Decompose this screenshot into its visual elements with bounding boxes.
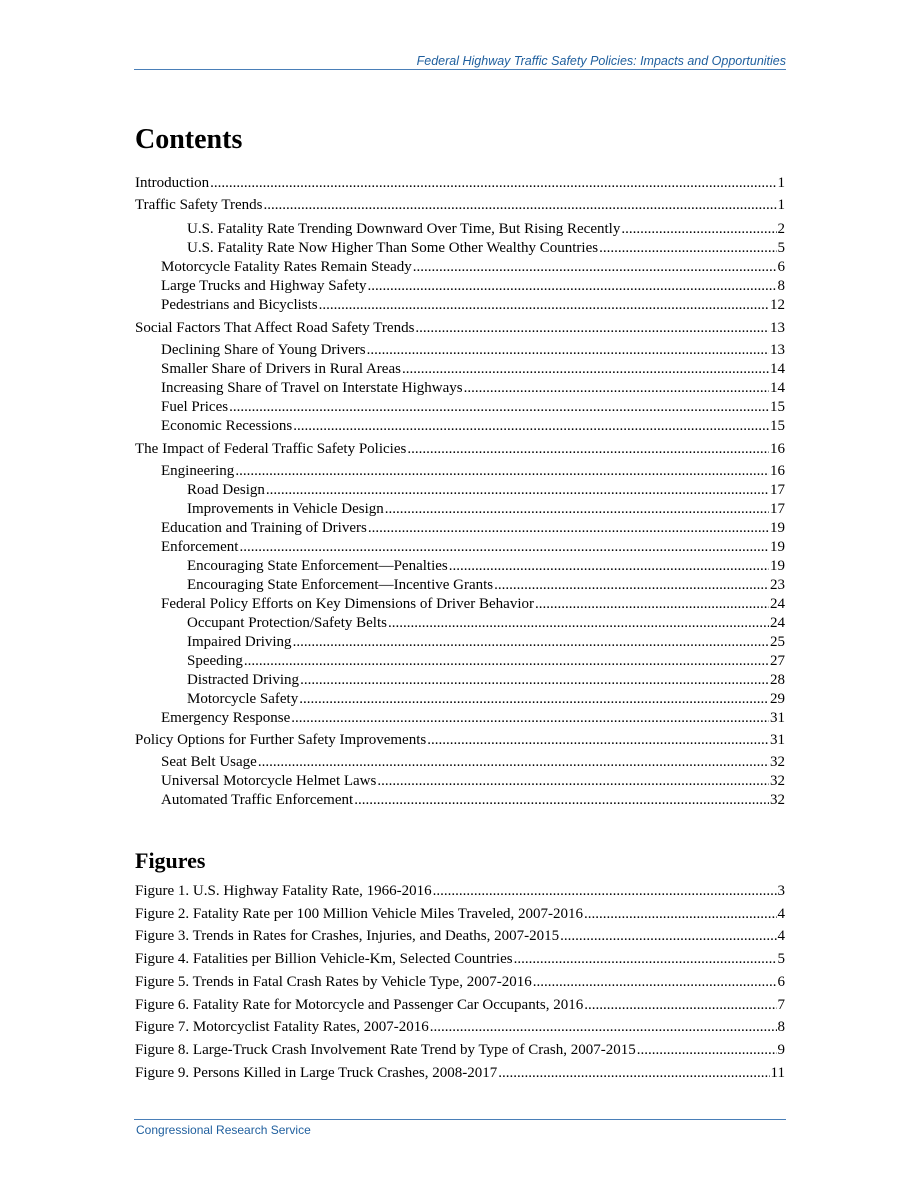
figure-entry-title: Figure 1. U.S. Highway Fatality Rate, 1966-2016 — [135, 883, 432, 899]
toc-entry[interactable] — [135, 709, 785, 728]
toc-entry-page: 5 — [777, 240, 785, 256]
toc-entry[interactable] — [135, 690, 785, 709]
toc-entry-title: Road Design — [187, 482, 265, 498]
figure-entry-page: 4 — [777, 928, 785, 945]
figure-entry-page: 5 — [777, 951, 785, 968]
toc-entry[interactable] — [135, 398, 785, 417]
toc-entry-title: Emergency Response — [161, 710, 291, 726]
toc-dot-leader — [258, 753, 769, 772]
toc-entry[interactable] — [135, 753, 785, 772]
toc-entry[interactable] — [135, 500, 785, 519]
toc-entry-page: 25 — [770, 634, 785, 650]
figure-dot-leader — [637, 1041, 777, 1060]
toc-entry-page: 14 — [770, 361, 785, 377]
toc-dot-leader — [407, 440, 769, 459]
toc-entry[interactable] — [135, 296, 785, 315]
toc-entry-title: The Impact of Federal Traffic Safety Policies — [135, 441, 407, 457]
toc-entry-title: Motorcycle Fatality Rates Remain Steady — [161, 259, 412, 275]
contents-heading: Contents — [135, 124, 243, 155]
toc-entry[interactable] — [135, 239, 785, 258]
toc-entry-page: 24 — [770, 596, 785, 612]
toc-entry-title: Traffic Safety Trends — [135, 197, 263, 213]
toc-entry-page: 32 — [770, 773, 785, 789]
toc-entry-page: 15 — [770, 399, 785, 415]
toc-entry[interactable] — [135, 174, 785, 193]
toc-dot-leader — [415, 319, 769, 338]
figure-entry-page: 11 — [770, 1064, 785, 1081]
toc-dot-leader — [368, 519, 769, 538]
figure-dot-leader — [584, 996, 776, 1015]
toc-dot-leader — [239, 538, 769, 557]
toc-entry-page: 6 — [777, 259, 785, 275]
toc-dot-leader — [464, 379, 769, 398]
figure-entry-page: 6 — [777, 973, 785, 990]
toc-entry-title: Fuel Prices — [161, 399, 229, 415]
toc-dot-leader — [449, 557, 769, 576]
toc-dot-leader — [229, 398, 769, 417]
toc-dot-leader — [494, 576, 769, 595]
toc-dot-leader — [299, 690, 769, 709]
figure-entry-page: 8 — [777, 1019, 785, 1036]
toc-entry-page: 32 — [770, 754, 785, 770]
toc-entry-title: Speeding — [187, 653, 243, 669]
toc-dot-leader — [291, 709, 769, 728]
toc-entry[interactable] — [135, 576, 785, 595]
toc-dot-leader — [385, 500, 769, 519]
toc-entry-page: 14 — [770, 380, 785, 396]
toc-dot-leader — [377, 772, 769, 791]
toc-entry-page: 24 — [770, 615, 785, 631]
toc-entry-title: Encouraging State Enforcement—Penalties — [187, 558, 448, 574]
toc-entry-title: Policy Options for Further Safety Improvements — [135, 732, 427, 748]
toc-entry[interactable] — [135, 614, 785, 633]
figure-dot-leader — [584, 905, 776, 924]
figure-entry[interactable] — [135, 1041, 785, 1060]
toc-entry-page: 15 — [770, 418, 785, 434]
figure-entry-title: Figure 4. Fatalities per Billion Vehicle-Km, Selected Countries — [135, 951, 513, 968]
toc-entry-page: 2 — [777, 221, 785, 237]
figure-dot-leader — [533, 973, 777, 992]
toc-dot-leader — [293, 417, 769, 436]
toc-entry-page: 16 — [770, 441, 785, 457]
toc-entry-page: 16 — [770, 463, 785, 479]
toc-entry-title: Improvements in Vehicle Design — [187, 501, 384, 517]
toc-entry-title: Seat Belt Usage — [161, 754, 257, 770]
toc-dot-leader — [319, 296, 769, 315]
figure-dot-leader — [433, 882, 777, 901]
toc-entry[interactable] — [135, 440, 785, 459]
toc-entry-page: 23 — [770, 577, 785, 593]
toc-entry-title: Economic Recessions — [161, 418, 293, 434]
figures-heading: Figures — [135, 848, 206, 873]
toc-entry-title: Enforcement — [161, 539, 239, 555]
toc-entry[interactable] — [135, 196, 785, 215]
figure-entry-title: Figure 7. Motorcyclist Fatality Rates, 2007-2016 — [135, 1019, 429, 1036]
figure-entry[interactable] — [135, 1018, 785, 1037]
toc-entry[interactable] — [135, 417, 785, 436]
figure-entry-title: Figure 3. Trends in Rates for Crashes, Injuries, and Deaths, 2007-2015 — [135, 928, 560, 945]
toc-entry-page: 19 — [770, 520, 785, 536]
toc-entry-page: 1 — [777, 197, 785, 213]
figure-entry-page: 7 — [777, 996, 785, 1013]
toc-entry-page: 13 — [770, 342, 785, 358]
toc-entry[interactable] — [135, 220, 785, 239]
figure-entry-title: Figure 6. Fatality Rate for Motorcycle and Passenger Car Occupants, 2016 — [135, 996, 584, 1013]
figure-entry-title: Figure 9. Persons Killed in Large Truck Crashes, 2008-2017 — [135, 1064, 498, 1081]
running-header: Federal Highway Traffic Safety Policies: Impacts and Opportunities — [416, 54, 786, 68]
figure-entry[interactable] — [135, 882, 785, 901]
figure-entry-page: 9 — [777, 1041, 785, 1058]
figure-dot-leader — [430, 1018, 777, 1037]
figure-entry-page: 3 — [777, 883, 785, 899]
toc-entry[interactable] — [135, 791, 785, 810]
figure-entry[interactable] — [135, 927, 785, 946]
toc-entry-title: U.S. Fatality Rate Now Higher Than Some Other Wealthy Countries — [187, 240, 599, 256]
toc-entry-page: 27 — [770, 653, 785, 669]
toc-entry-page: 17 — [770, 501, 785, 517]
toc-entry-page: 28 — [770, 672, 785, 688]
toc-entry[interactable] — [135, 772, 785, 791]
toc-entry-page: 31 — [770, 710, 785, 726]
toc-dot-leader — [210, 174, 776, 193]
toc-entry-title: Motorcycle Safety — [187, 691, 299, 707]
toc-dot-leader — [427, 731, 769, 750]
toc-entry-title: Increasing Share of Travel on Interstate Highways — [161, 380, 463, 396]
toc-entry[interactable] — [135, 519, 785, 538]
toc-dot-leader — [599, 239, 776, 258]
figure-entry-title: Figure 5. Trends in Fatal Crash Rates by Vehicle Type, 2007-2016 — [135, 973, 532, 990]
toc-entry-title: Federal Policy Efforts on Key Dimensions of Driver Behavior — [161, 596, 534, 612]
toc-entry-page: 19 — [770, 539, 785, 555]
toc-entry-title: U.S. Fatality Rate Trending Downward Over Time, But Rising Recently — [187, 221, 621, 237]
toc-dot-leader — [354, 791, 769, 810]
toc-entry-page: 12 — [770, 297, 785, 313]
toc-entry[interactable] — [135, 595, 785, 614]
toc-entry-page: 17 — [770, 482, 785, 498]
toc-dot-leader — [235, 462, 769, 481]
toc-dot-leader — [388, 614, 769, 633]
figure-dot-leader — [498, 1064, 769, 1083]
figure-entry-title: Figure 8. Large-Truck Crash Involvement Rate Trend by Type of Crash, 2007-2015 — [135, 1041, 636, 1058]
toc-entry-title: Declining Share of Young Drivers — [161, 342, 366, 358]
toc-entry[interactable] — [135, 557, 785, 576]
toc-entry-title: Pedestrians and Bicyclists — [161, 297, 318, 313]
toc-entry[interactable] — [135, 341, 785, 360]
toc-entry-page: 13 — [770, 320, 785, 336]
toc-entry-title: Education and Training of Drivers — [161, 520, 367, 536]
toc-entry-page: 31 — [770, 732, 785, 748]
toc-entry[interactable] — [135, 258, 785, 277]
figure-entry[interactable] — [135, 905, 785, 924]
toc-entry[interactable] — [135, 379, 785, 398]
toc-entry[interactable] — [135, 633, 785, 652]
figure-dot-leader — [514, 950, 777, 969]
figure-entry[interactable] — [135, 950, 785, 969]
toc-entry[interactable] — [135, 731, 785, 750]
toc-dot-leader — [367, 341, 769, 360]
toc-entry-title: Smaller Share of Drivers in Rural Areas — [161, 361, 401, 377]
footer-org: Congressional Research Service — [136, 1123, 311, 1137]
toc-entry-page: 29 — [770, 691, 785, 707]
toc-dot-leader — [621, 220, 776, 239]
toc-entry-title: Universal Motorcycle Helmet Laws — [161, 773, 377, 789]
figure-entry-title: Figure 2. Fatality Rate per 100 Million Vehicle Miles Traveled, 2007-2016 — [135, 905, 584, 922]
toc-entry-title: Impaired Driving — [187, 634, 292, 650]
toc-entry[interactable] — [135, 652, 785, 671]
toc-entry-title: Introduction — [135, 175, 210, 191]
toc-entry[interactable] — [135, 538, 785, 557]
figure-entry[interactable] — [135, 973, 785, 992]
figure-entry[interactable] — [135, 996, 785, 1015]
toc-entry[interactable] — [135, 481, 785, 500]
toc-entry-title: Social Factors That Affect Road Safety Trends — [135, 320, 415, 336]
toc-dot-leader — [413, 258, 777, 277]
toc-entry-page: 32 — [770, 792, 785, 808]
toc-entry-title: Large Trucks and Highway Safety — [161, 278, 367, 294]
toc-entry-page: 8 — [777, 278, 785, 294]
toc-entry-title: Encouraging State Enforcement—Incentive Grants — [187, 577, 494, 593]
toc-dot-leader — [244, 652, 769, 671]
toc-entry-page: 1 — [777, 175, 785, 191]
toc-entry-title: Occupant Protection/Safety Belts — [187, 615, 387, 631]
toc-dot-leader — [300, 671, 769, 690]
header-rule — [134, 69, 786, 70]
toc-entry[interactable] — [135, 319, 785, 338]
toc-entry[interactable] — [135, 277, 785, 296]
toc-dot-leader — [293, 633, 769, 652]
toc-entry[interactable] — [135, 462, 785, 481]
toc-dot-leader — [266, 481, 769, 500]
toc-entry-title: Distracted Driving — [187, 672, 300, 688]
toc-dot-leader — [368, 277, 777, 296]
toc-dot-leader — [402, 360, 769, 379]
figure-dot-leader — [560, 927, 776, 946]
figure-entry-page: 4 — [777, 905, 785, 922]
toc-dot-leader — [264, 196, 777, 215]
toc-entry-page: 19 — [770, 558, 785, 574]
footer-rule — [134, 1119, 786, 1120]
toc-dot-leader — [535, 595, 769, 614]
toc-entry[interactable] — [135, 671, 785, 690]
toc-entry-title: Engineering — [161, 463, 235, 479]
toc-entry[interactable] — [135, 360, 785, 379]
figure-entry[interactable] — [135, 1064, 785, 1083]
toc-entry-title: Automated Traffic Enforcement — [161, 792, 354, 808]
